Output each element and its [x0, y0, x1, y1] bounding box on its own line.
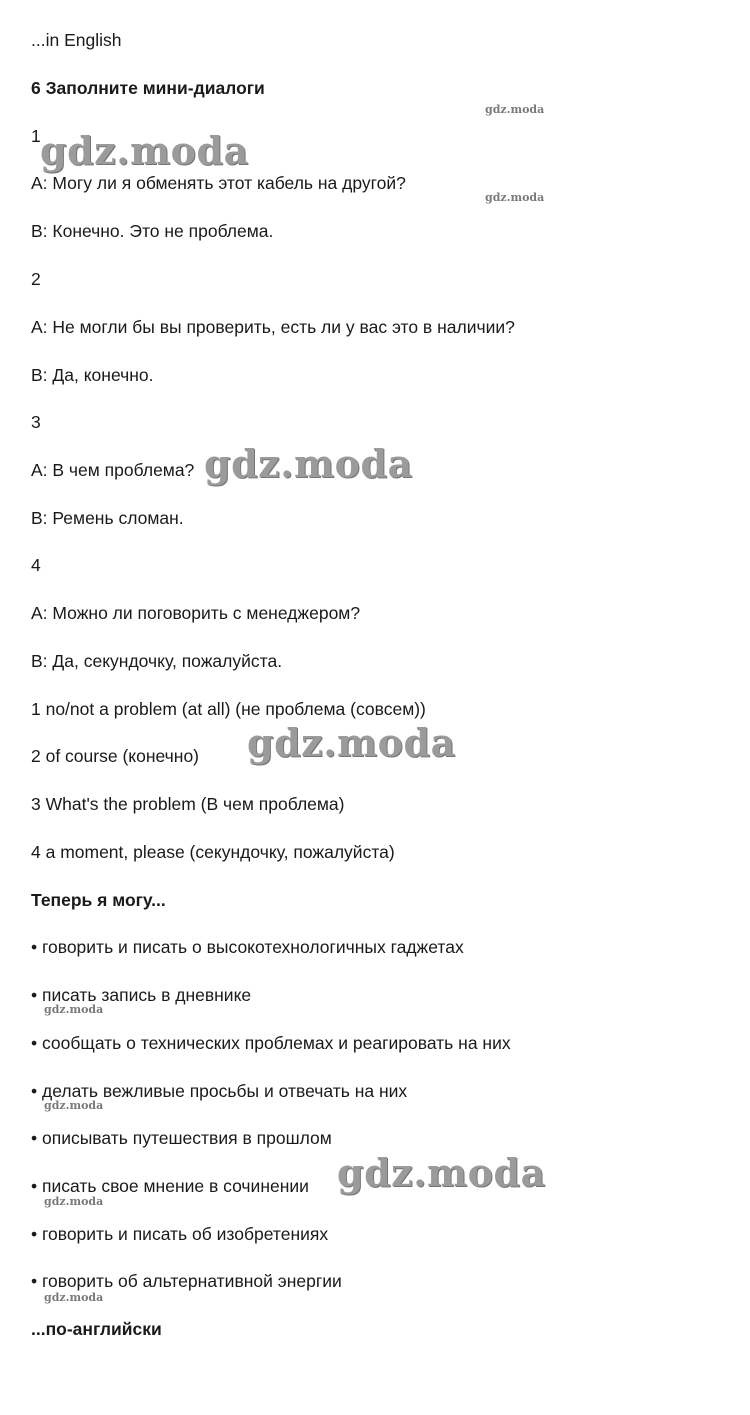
dialogue-3-line-a: A: В чем проблема? [31, 460, 195, 480]
watermark-small: gdz.moda [485, 103, 545, 116]
skill-item-2: • писать запись в дневнике [31, 985, 252, 1005]
skill-item-8: • говорить об альтернативной энергии [31, 1271, 342, 1291]
exercise-title: 6 Заполните мини-диалоги [31, 78, 265, 98]
skills-footer: ...по-английски [31, 1319, 162, 1339]
dialogue-2-line-a: A: Не могли бы вы проверить, есть ли у вас это в наличии? [31, 317, 515, 337]
dialogue-3-line-b: B: Ремень сломан. [31, 508, 184, 528]
skill-item-6: • писать свое мнение в сочинении [31, 1176, 309, 1196]
dialogue-3-number: 3 [31, 412, 41, 432]
answer-2: 2 of course (конечно) [31, 746, 200, 766]
answer-3: 3 What's the problem (В чем проблема) [31, 794, 345, 814]
skill-item-7: • говорить и писать об изобретениях [31, 1224, 329, 1244]
dialogue-2-line-b: B: Да, конечно. [31, 365, 154, 385]
watermark-large: gdz.moda [204, 441, 413, 486]
dialogue-1-line-a: A: Могу ли я обменять этот кабель на другой? [31, 173, 406, 193]
dialogue-1-number: 1 [31, 126, 41, 146]
skill-item-1: • говорить и писать о высокотехнологичных гаджетах [31, 937, 464, 957]
watermark-small: gdz.moda [44, 1291, 104, 1304]
watermark-small: gdz.moda [44, 1195, 104, 1208]
in-english-heading: ...in English [31, 30, 122, 50]
watermark-small: gdz.moda [44, 1003, 104, 1016]
dialogue-1-line-b: B: Конечно. Это не проблема. [31, 221, 274, 241]
dialogue-2-number: 2 [31, 269, 41, 289]
answer-1: 1 no/not a problem (at all) (не проблема (совсем)) [31, 699, 426, 719]
skill-item-5: • описывать путешествия в прошлом [31, 1128, 332, 1148]
skill-item-3: • сообщать о технических проблемах и реагировать на них [31, 1033, 511, 1053]
watermark-small: gdz.moda [44, 1099, 104, 1112]
skills-title: Теперь я могу... [31, 890, 166, 910]
dialogue-4-number: 4 [31, 555, 41, 575]
watermark-small: gdz.moda [485, 191, 545, 204]
dialogue-4-line-a: A: Можно ли поговорить с менеджером? [31, 603, 361, 623]
watermark-large: gdz.moda [247, 720, 456, 765]
watermark-large: gdz.moda [40, 128, 249, 173]
skill-item-4: • делать вежливые просьбы и отвечать на них [31, 1081, 408, 1101]
dialogue-4-line-b: B: Да, секундочку, пожалуйста. [31, 651, 283, 671]
answer-4: 4 a moment, please (секундочку, пожалуйста) [31, 842, 395, 862]
watermark-large: gdz.moda [337, 1150, 546, 1195]
